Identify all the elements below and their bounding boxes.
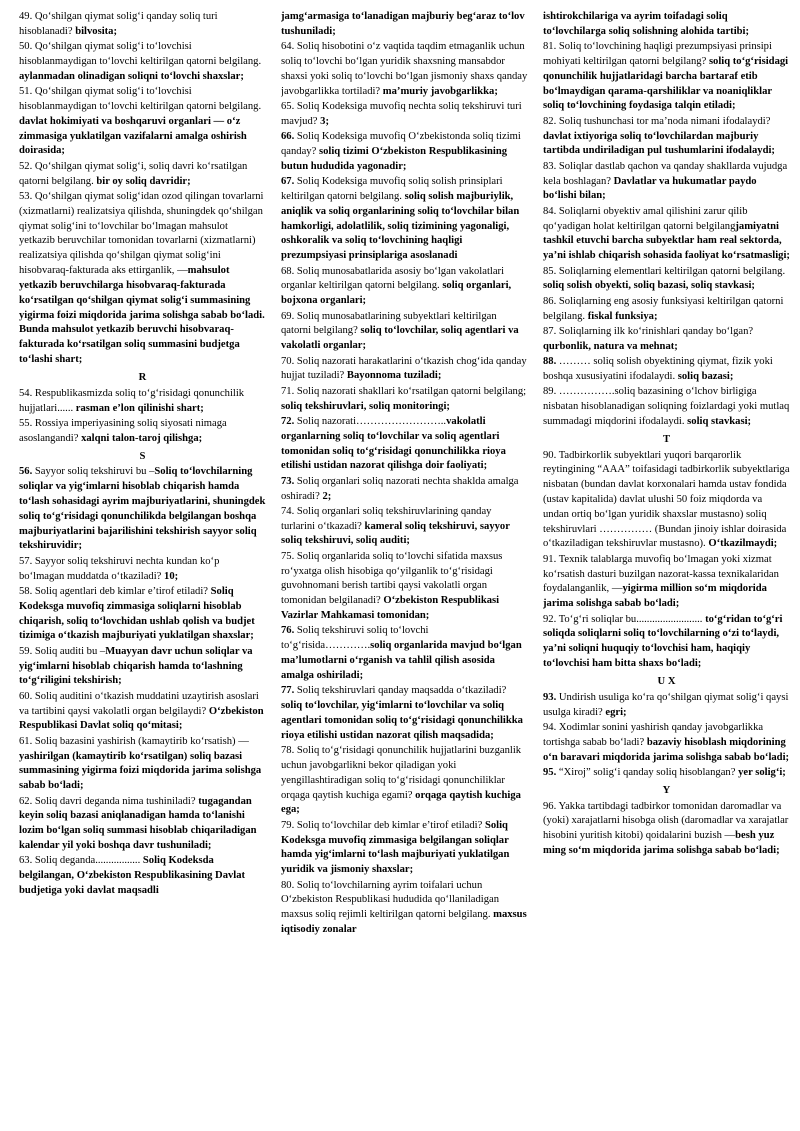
- question-text: 52. Qo‘shilgan qiymat solig‘i, soliq davri ko‘rsatilgan qatorni belgilang.: [19, 160, 248, 187]
- question-text: 69. Soliq munosabatlarining subyektlari keltirilgan qatorni belgilang?: [281, 310, 497, 337]
- answer-text: ishtirokchilariga va ayrim toifadagi soliq to‘lovchilarga soliq solishning alohida tartibi;: [543, 11, 750, 37]
- answer-text: tugagandan keyin soliq bazasi aniqlanadigan hamda to‘lanishi lozim bo‘lgan soliq summasi hisoblab chiqariladigan kalendar yil yoki boshqa davr tushuniladi;: [19, 795, 257, 852]
- question-text: 95. “Xiroj” solig‘i qanday soliq hisoblangan?: [543, 766, 739, 778]
- column-3: [543, 10, 790, 1123]
- question-entry: [281, 10, 528, 40]
- question-text: 92. To‘g‘ri soliqlar bu.........................: [543, 613, 706, 625]
- question-entry: [543, 800, 790, 859]
- question-entry: [543, 40, 790, 114]
- question-entry: [543, 449, 790, 553]
- answer-text: soliq to‘g‘risidagi qonunchilik hujjatlaridagi barcha bartaraf etib bo‘lmaydigan qarama-qarshiliklar va noaniqliklar soliq to‘lovchining foydasiga talqin etiladi;: [543, 55, 789, 112]
- answer-text: soliq organlarida mavjud bo‘lgan ma’lumotlarni o‘rganish va tahlil qilish asosida amalga oshiriladi;: [281, 640, 522, 681]
- answer-text: orqaga qaytish kuchiga ega;: [281, 789, 521, 816]
- question-entry: [281, 310, 528, 354]
- answer-text: davlat ixtiyoriga soliq to‘lovchilardan majburiy tartibda undiriladigan pul tushumlarini ifodalaydi;: [543, 130, 775, 157]
- question-entry: [19, 10, 266, 40]
- question-entry: [543, 766, 790, 781]
- answer-text: Soliq to‘lovchilarning soliqlar va yig‘imlarni hisoblab chiqarish hamda to‘lash sohasidagi ayrim majburiyatlarini, shuningdek soliq to‘g‘risidagi qonunchilikda belgilangan boshqa majburiyatlarini bajarilishini tekshirish sayyor soliq tekshiruvidir;: [19, 466, 266, 552]
- question-entry: [281, 505, 528, 549]
- question-text: 71. Soliq nazorati shakllari ko‘rsatilgan qatorni belgilang;: [281, 385, 527, 397]
- answer-text: ma’muriy javobgarlikka;: [382, 85, 498, 97]
- question-text: 86. Soliqlarning eng asosiy funksiyasi keltirilgan qatorni belgilang.: [543, 295, 784, 322]
- question-text: 76. Soliq tekshiruvi soliq to‘lovchi to‘g‘risida………….: [281, 625, 429, 652]
- answer-text: xalqni talon-taroj qilishga;: [81, 432, 203, 444]
- question-text: 83. Soliqlar dastlab qachon va qanday shakllarda vujudga kela boshlagan?: [543, 160, 788, 187]
- question-text: 72. Soliq nazorati……………………..: [281, 415, 447, 427]
- answer-text: davlat hokimiyati va boshqaruvi organlari — o‘z zimmasiga yuklatilgan vazifalarni amalga oshirish doirasida;: [19, 115, 247, 157]
- question-entry: [543, 295, 790, 325]
- letter-section-header: R: [138, 371, 147, 383]
- question-entry: [281, 684, 528, 743]
- question-entry: [19, 585, 266, 644]
- question-text: 62. Soliq davri deganda nima tushiniladi?: [19, 795, 199, 807]
- answer-text: Soliq Kodeksga muvofiq zimmasiga soliqlarni hisoblab chiqarish, soliq to‘lovchidan ushlab qolish va budjet tizimiga o‘tkazish majburiyati yuklatilgan shaxslar;: [19, 585, 255, 642]
- question-entry: [281, 624, 528, 683]
- answer-text: yer solig‘i;: [738, 766, 786, 778]
- question-entry: [543, 160, 790, 204]
- question-text: 96. Yakka tartibdagi tadbirkor tomonidan daromadlar va (yoki) xarajatlarni hisobga olish (daromadlar va xarajatlar hisobini yuritish kitobi) qoidalarini buzish —: [543, 800, 789, 842]
- question-text: 56. Sayyor soliq tekshiruvi bu –: [19, 466, 155, 478]
- question-text: 77. Soliq tekshiruvlari qanday maqsadda o‘tkaziladi?: [281, 685, 507, 697]
- question-entry: [281, 40, 528, 99]
- question-entry: [19, 190, 266, 368]
- question-entry: [543, 355, 790, 385]
- question-entry: [281, 475, 528, 505]
- question-entry: [281, 744, 528, 818]
- question-text: 90. Tadbirkorlik subyektlari yuqori barqarorlik reytingining “AAA” toifasidagi tadbirkorlik subyektlariga nisbatan (bundan davlat korxonalari hamda ustav fondida (ustav kapitalida) davlat ulushi 50 foiz miqdorda va undan ortiq bo‘lgan yuridik shaxslar mustasno) soliq tekshiruvlari …………… (Bundan jinoiy ishlar doirasida o‘tkaziladigan tekshiruvlar mustasno).: [543, 449, 790, 550]
- question-text: 58. Soliq agentlari deb kimlar e’tirof etiladi?: [19, 585, 211, 597]
- question-text: 57. Sayyor soliq tekshiruvi nechta kundan ko‘p bo‘lmagan muddatda o‘tkaziladi?: [19, 555, 220, 582]
- answer-text: Muayyan davr uchun soliqlar va yig‘imlarni hisoblab chiqarish hamda to‘lashning to‘g‘riligini tekshirish;: [19, 645, 253, 687]
- question-text: 59. Soliq auditi bu –: [19, 645, 106, 657]
- answer-text: 3;: [320, 115, 329, 127]
- answer-text: to‘g‘ridan to‘g‘ri soliqda soliqlarni soliq to‘lovchilarning o‘zi to‘laydi, ya’ni soliqni huquqiy to‘lovchisi ham, haqiqiy to‘lovchisi ham bitta shaxs bo‘ladi;: [543, 613, 783, 670]
- answer-text: bilvosita;: [75, 25, 117, 37]
- answer-text: yigirma million so‘m miqdorida jarima solishga sabab bo‘ladi;: [543, 583, 767, 610]
- question-text: 67. Soliq Kodeksiga muvofiq soliq solish prinsiplari keltirilgan qatorni belgilang.: [281, 176, 503, 202]
- answer-text: vakolatli organlarning soliq to‘lovchilar va soliq agentlari tomonidan soliq to‘g‘risidagi qonunchilikka rioya etilishi ustidan nazorat qilishga doir faoliyati;: [281, 415, 506, 472]
- answer-text: soliq tizimi O‘zbekiston Respublikasining butun hududida yagonadir;: [281, 145, 508, 172]
- answer-text: bir oy soliq davridir;: [96, 175, 191, 187]
- question-entry: [19, 387, 266, 417]
- letter-section-header: S: [139, 450, 146, 462]
- question-text: 88. ……… soliq solish obyektining qiymat, fizik yoki boshqa xususiyatini ifodalaydi.: [543, 356, 773, 382]
- question-text: 63. Soliq deganda.................: [19, 855, 143, 867]
- question-text: 78. Soliq to‘g‘risidagi qonunchilik hujjatlarini buzganlik uchun javobgarlikni bekor qiladigan yoki yengillashtiradigan soliq to‘g‘risidagi qonunchiliklar orqaga qaytish kuchiga egami?: [281, 745, 522, 801]
- question-entry: [543, 205, 790, 264]
- question-entry: [19, 735, 266, 794]
- question-text: 66. Soliq Kodeksiga muvofiq O‘zbekistonda soliq tizimi qanday?: [281, 131, 521, 157]
- answer-text: qurbonlik, natura va mehnat;: [543, 340, 678, 352]
- question-text: 70. Soliq nazorati harakatlarini o‘tkazish chog‘ida qanday hujjat tuziladi?: [281, 355, 527, 382]
- question-text: 60. Soliq auditini o‘tkazish muddatini uzaytirish asoslari va tartibini qaysi vakolatli organ belgilaydi?: [19, 690, 259, 717]
- question-text: 50. Qo‘shilgan qiymat solig‘i to‘lovchisi hisoblanmaydigan to‘lovchi keltirilgan qatorni belgilang.: [19, 41, 262, 67]
- question-entry: [543, 385, 790, 429]
- answer-text: egri;: [605, 706, 627, 718]
- answer-text: soliq stavkasi;: [687, 415, 752, 427]
- question-text: 55. Rossiya imperiyasining soliq siyosati nimaga asoslangandi?: [19, 417, 227, 444]
- question-text: 53. Qo‘shilgan qiymat solig‘idan ozod qilingan tovarlarni (xizmatlarni) realizatsiya qilishda, shuningdek qo‘shilgan qiymat solig‘ini to‘lovchilar bo‘lmagan mahsulot yetkazib beruvchilar tomonidan tovarlarni (xizmatlarni) realizatsiya qilishda qo‘shilgan qiymat solig‘ini hisobvaraq-fakturada aks ettirganlik, —: [19, 190, 264, 277]
- question-text: 89. …………….soliq bazasining o‘lchov birligiga nisbatan hisoblanadigan soliqning foizlardagi yoki mutlaq summadagi miqdorini ifodalaydi.: [543, 386, 790, 427]
- answer-text: soliq organlari, bojxona organlari;: [281, 280, 512, 307]
- answer-text: bazaviy hisoblash miqdorining o‘n baravari miqdorida jarima solishga sabab bo‘ladi;: [543, 736, 790, 763]
- answer-text: O‘zbekiston Respublikasi Vazirlar Mahkamasi tomonidan;: [281, 595, 500, 622]
- answer-text: 2;: [322, 490, 332, 502]
- answer-text: Soliq Kodeksga muvofiq zimmasiga belgilangan soliqlar hamda yig‘imlarni to‘lash majburiyati yuklatilgan yuridik va jismoniy shaxslar;: [281, 819, 510, 876]
- question-entry: [543, 325, 790, 355]
- answer-text: soliq bazasi;: [677, 370, 734, 382]
- question-text: 94. Xodimlar sonini yashirish qanday javobgarlikka tortishga sabab bo‘ladi?: [543, 721, 764, 748]
- question-text: 49. Qo‘shilgan qiymat solig‘i qanday soliq turi hisoblanadi?: [19, 11, 218, 37]
- answer-text: kameral soliq tekshiruvi, sayyor soliq tekshiruvi, soliq auditi;: [281, 520, 510, 547]
- answer-text: jamiyatni tashkil etuvchi barcha subyektlar ham real sektorda, ya’ni ishlab chiqarish sohasida faoliyat ko‘rsatmasligi;: [543, 220, 790, 262]
- question-text: 61. Soliq bazasini yashirish (kamaytirib ko‘rsatish) —: [19, 735, 249, 747]
- question-entry: [19, 690, 266, 734]
- question-text: 73. Soliq organlari soliq nazorati nechta shaklda amalga oshiradi?: [281, 475, 519, 502]
- question-text: 51. Qo‘shilgan qiymat solig‘i to‘lovchisi hisoblanmaydigan to‘lovchi keltirilgan qatorni belgilang.: [19, 86, 262, 112]
- question-entry: [19, 465, 266, 554]
- question-entry: [281, 265, 528, 309]
- question-text: 68. Soliq munosabatlarida asosiy bo‘lgan vakolatlari organlar keltirilgan qatorni belgilang.: [281, 265, 505, 292]
- question-text: 81. Soliq to‘lovchining haqligi prezumpsiyasi prinsipi mohiyati keltirilgan qatorni belgilang?: [543, 41, 772, 67]
- question-entry: [19, 40, 266, 84]
- question-text: 87. Soliqlarning ilk ko‘rinishlari qanday bo‘lgan?: [543, 325, 754, 337]
- question-text: 80. Soliq to‘lovchilarning ayrim toifalari uchun O‘zbekiston Respublikasi hududida qo‘llaniladigan maxsus soliq rejimli keltirilgan qatorni belgilang.: [281, 879, 500, 921]
- question-entry: [19, 160, 266, 190]
- question-entry: [281, 415, 528, 474]
- letter-section-header: T: [662, 433, 671, 445]
- question-text: 74. Soliq organlari soliq tekshiruvlarining qanday turlarini o‘tkazadi?: [281, 505, 492, 532]
- answer-text: O‘tkazilmaydi;: [708, 538, 778, 550]
- letter-section-header: Y: [662, 784, 671, 796]
- answer-text: rasman e’lon qilinishi shart;: [75, 402, 204, 414]
- answer-text: besh yuz ming so‘m miqdorida jarima solishga sabab bo‘ladi;: [543, 830, 780, 857]
- question-entry: [19, 417, 266, 447]
- question-entry: [281, 355, 528, 385]
- question-entry: [281, 385, 528, 415]
- answer-text: O‘zbekiston Respublikasi Davlat soliq qo‘mitasi;: [19, 705, 264, 732]
- question-entry: [19, 555, 266, 585]
- letter-section-header: U X: [657, 675, 676, 687]
- answer-text: soliq tekshiruvlari, soliq monitoringi;: [281, 400, 450, 412]
- question-entry: [281, 819, 528, 878]
- question-entry: [543, 553, 790, 612]
- column-1: [19, 10, 266, 1123]
- question-text: 65. Soliq Kodeksiga muvofiq nechta soliq tekshiruvi turi mavjud?: [281, 100, 522, 127]
- answer-text: maxsus iqtisodiy zonalar: [281, 909, 527, 936]
- question-text: 64. Soliq hisobotini o‘z vaqtida taqdim etmaganlik uchun soliq to‘lovchi bo‘lgan yuridik shaxsning mansabdor shaxsi yoki soliq to‘lovchi bo‘lgan jismoniy shaxs qanday javobgarlikka tortiladi?: [281, 41, 528, 97]
- question-entry: [543, 613, 790, 672]
- answer-text: soliq solish majburiylik, aniqlik va soliq organlarining soliq to‘lovchilar bilan hamkorligi, adolatlilik, soliq tizimining yagonaligi, oshkoralik va soliq to‘lovchining haqligi prezumpsiyasi prinsiplariga asoslanadi: [281, 190, 520, 262]
- question-text: 79. Soliq to‘lovchilar deb kimlar e’tirof etiladi?: [281, 819, 485, 831]
- question-entry: [281, 550, 528, 624]
- question-entry: [19, 795, 266, 854]
- answer-text: yashirilgan (kamaytirib ko‘rsatilgan) soliq bazasi summasining yigirma foizi miqdorida jarima solishga sabab bo‘ladi;: [19, 750, 262, 792]
- answer-text: 10;: [164, 570, 179, 582]
- question-entry: [543, 10, 790, 40]
- question-text: 91. Texnik talablarga muvofiq bo‘lmagan yoki xizmat ko‘rsatish dasturi buzilgan nazorat-kassa texnikalaridan foydalanganlik, —: [543, 553, 779, 595]
- question-entry: [543, 721, 790, 765]
- question-text: 82. Soliq tushunchasi tor ma’noda nimani ifodalaydi?: [543, 115, 771, 127]
- question-text: 93. Undirish usuliga ko‘ra qo‘shilgan qiymat solig‘i qaysi usulga kiradi?: [543, 691, 789, 718]
- answer-text: soliq to‘lovchilar, soliq agentlari va vakolatli organlar;: [281, 325, 519, 352]
- answer-text: fiskal funksiya;: [587, 310, 658, 322]
- question-text: 85. Soliqlarning elementlari keltirilgan qatorni belgilang.: [543, 265, 786, 277]
- question-entry: [281, 879, 528, 938]
- question-entry: [281, 130, 528, 174]
- answer-text: Davlatlar va hukumatlar paydo bo‘lishi bilan;: [543, 175, 757, 202]
- answer-text: jamg‘armasiga to‘lanadigan majburiy beg‘araz to‘lov tushuniladi;: [281, 11, 525, 37]
- question-entry: [543, 265, 790, 295]
- question-entry: [19, 645, 266, 689]
- answer-text: soliq to‘lovchilar, yig‘imlarni to‘lovchilar va soliq agentlari tomonidan soliq to‘g‘risidagi qonunchilikka rioya etilishi ustidan nazorat qilish maqsadida;: [281, 700, 523, 741]
- question-text: 75. Soliq organlarida soliq to‘lovchi sifatida maxsus ro‘yxatga olish hisobiga qo‘yilganlik to‘g‘risidagi guvohnomani berish tartibi qaysi vakolatli organ tomonidan belgilanadi?: [281, 550, 503, 607]
- question-text: 54. Respublikasmizda soliq to‘g‘risidagi qonunchilik hujjatlari......: [19, 387, 245, 414]
- answer-text: soliq solish obyekti, soliq bazasi, soliq stavkasi;: [543, 280, 755, 292]
- question-entry: [19, 85, 266, 159]
- question-entry: [281, 100, 528, 130]
- question-entry: [543, 691, 790, 721]
- answer-text: mahsulot yetkazib beruvchilarga hisobvaraq-fakturada ko‘rsatilgan qo‘shilgan qiymat solig‘i summasining yigirma foizi miqdorida jarima solishga sabab bo‘ladi. Bunda mahsulot yetkazib beruvchi hisobvaraq-fakturada ko‘rsatilgan soliq summasini budjetga to‘lashi shart;: [19, 265, 265, 366]
- answer-text: aylanmadan olinadigan soliqni to‘lovchi shaxslar;: [19, 70, 244, 82]
- question-entry: [281, 175, 528, 264]
- question-text: 84. Soliqlarni obyektiv amal qilishini zarur qilib qo‘yadigan holat keltirilgan qatorni belgilang: [543, 205, 748, 232]
- answer-text: Bayonnoma tuziladi;: [346, 370, 442, 382]
- column-2: [281, 10, 528, 1123]
- question-entry: [19, 854, 266, 898]
- answer-text: Soliq Kodeksda belgilangan, O‘zbekiston Respublikasining Davlat budjetiga yoki davlat maqsadli: [19, 855, 246, 897]
- question-entry: [543, 115, 790, 159]
